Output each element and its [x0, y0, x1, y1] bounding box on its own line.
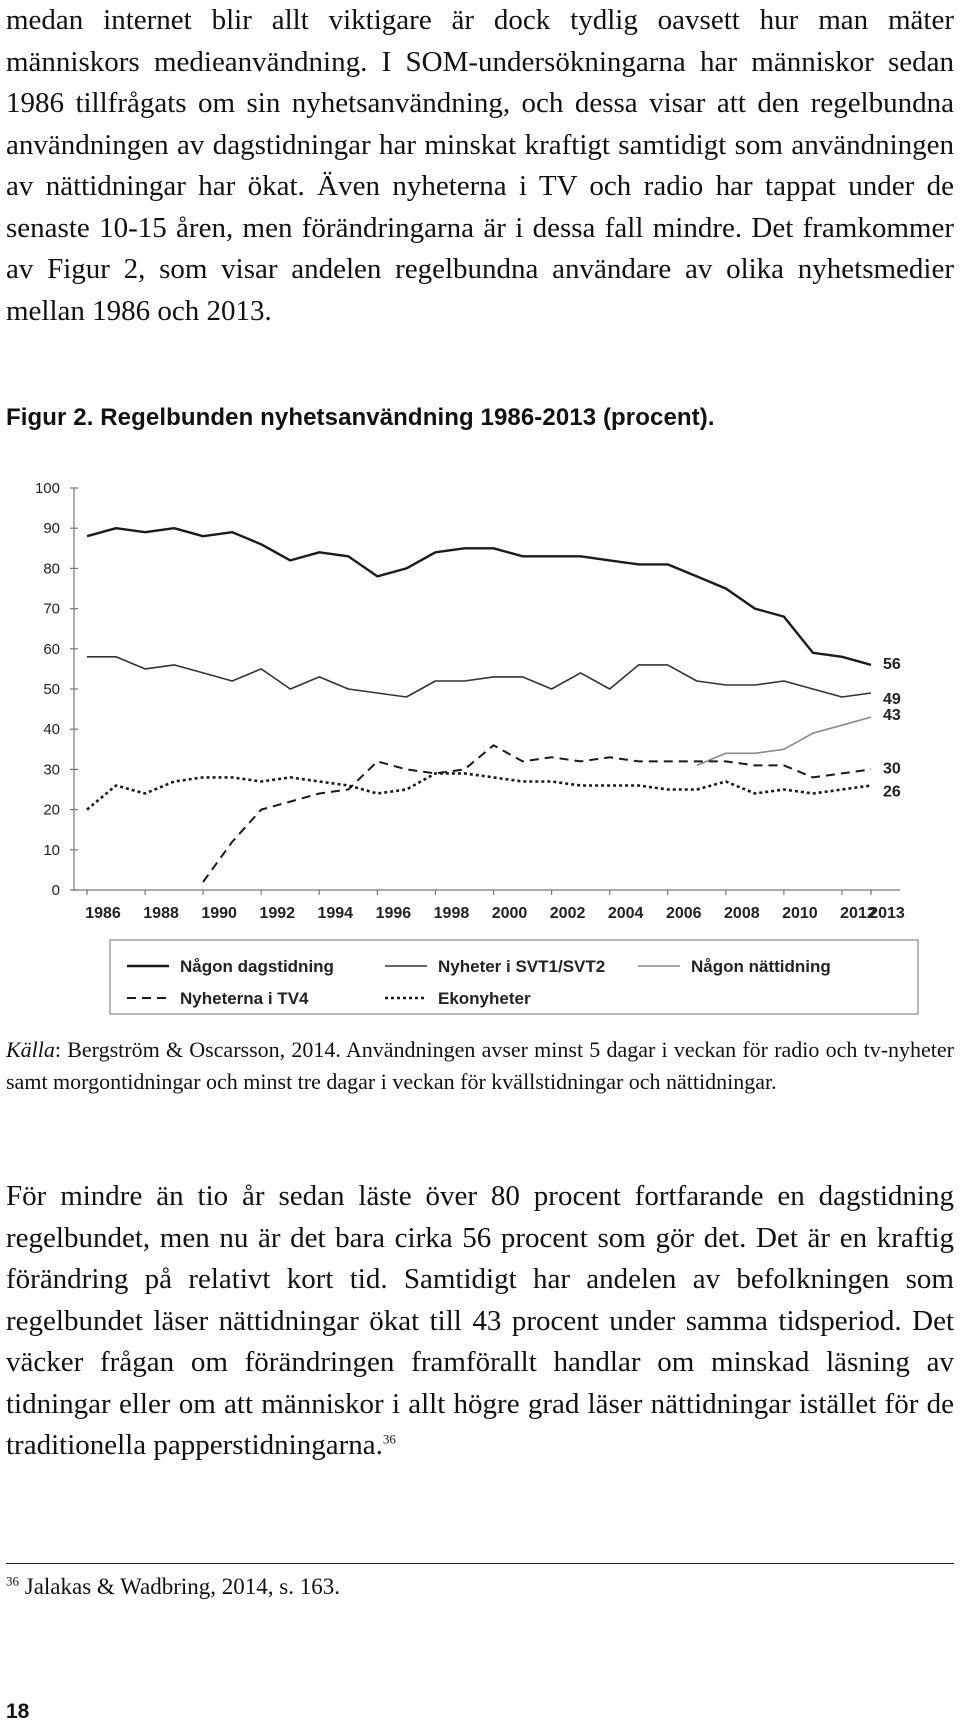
x-tick-label: 2013: [869, 905, 905, 922]
y-tick-label: 90: [43, 520, 60, 538]
x-tick-label: 1994: [317, 905, 354, 922]
footnote: [6, 1574, 340, 1600]
x-tick-label: 2012: [840, 905, 876, 922]
x-tick-label: 2006: [665, 905, 702, 922]
x-tick-label: 2008: [724, 905, 760, 922]
y-tick-label: 70: [43, 600, 60, 618]
x-tick-label: 1988: [143, 905, 179, 922]
x-tick-label: 2010: [782, 905, 818, 922]
x-tick-label: 1992: [259, 905, 296, 922]
line-chart: [0, 470, 960, 1018]
figure-title: Figur 2. Regelbunden nyhetsanvändning 1986-2013 (procent).: [6, 404, 715, 431]
chart-legend: [110, 940, 918, 1014]
chart-series: [87, 528, 871, 882]
legend-label: Någon nättidning: [691, 957, 831, 976]
footnote-number: 36: [6, 1573, 19, 1589]
figure-caption: [6, 1034, 954, 1098]
body-paragraph-2-text: För mindre än tio år sedan läste över 80 procent fortfarande en dagstidning regelbundet, men nu är det bara cirka 56 procent som gör det. Det är en kraftig förändring på relativt kort tid. Samtidigt har andelen av befolkningen som regelbundet läser nättidningar ökat till 43 procent under samma tidsperiod. Det väcker frågan om förändringen framförallt handlar om minskad läsning av tidningar eller om att människor i allt högre grad läser nättidningar istället för de traditionella papperstidningarna.: [6, 1180, 954, 1461]
series-line-5: [87, 773, 871, 809]
chart-end-labels: [883, 656, 901, 801]
series-line-1: [87, 528, 871, 665]
x-tick-label: 1990: [201, 905, 237, 922]
legend-label: Någon dagstidning: [180, 957, 334, 976]
series-line-2: [87, 657, 871, 697]
series-end-label: 49: [883, 691, 901, 709]
series-line-4: [203, 745, 871, 882]
y-tick-label: 100: [34, 480, 60, 497]
x-tick-label: 1996: [375, 905, 412, 922]
y-tick-label: 10: [43, 841, 60, 859]
series-end-label: 43: [883, 707, 901, 725]
series-end-label: 26: [883, 783, 901, 801]
page-number: 18: [6, 1700, 30, 1723]
legend-label: Nyheterna i TV4: [180, 989, 309, 1008]
footnote-text: Jalakas & Wadbring, 2014, s. 163.: [19, 1574, 340, 1599]
y-tick-label: 50: [43, 681, 60, 698]
caption-source-label: Källa: [6, 1037, 55, 1062]
x-tick-label: 2002: [549, 905, 586, 922]
x-tick-label: 2000: [491, 905, 528, 922]
x-tick-label: 1986: [85, 905, 121, 922]
footnote-divider: [6, 1563, 954, 1564]
series-line-3: [697, 717, 871, 765]
y-tick-label: 40: [43, 721, 60, 739]
x-tick-label: 1998: [433, 905, 470, 922]
y-tick-label: 20: [43, 801, 60, 819]
body-paragraph-2: [6, 1176, 954, 1467]
series-end-label: 30: [883, 760, 901, 778]
series-end-label: 56: [883, 655, 901, 673]
y-tick-label: 80: [43, 560, 60, 578]
x-tick-label: 2004: [607, 905, 644, 922]
y-tick-label: 60: [43, 640, 60, 658]
chart-axes: [35, 480, 905, 922]
legend-label: Nyheter i SVT1/SVT2: [438, 957, 606, 976]
footnote-reference[interactable]: 36: [382, 1431, 396, 1447]
caption-source-text: : Bergström & Oscarsson, 2014. Användningen avser minst 5 dagar i veckan för radio och tv-nyheter samt morgontidningar och minst tre dagar i veckan för kvällstidningar och nättidningar.: [6, 1037, 954, 1094]
y-tick-label: 0: [51, 882, 60, 899]
y-tick-label: 30: [43, 761, 60, 779]
body-paragraph-1: medan internet blir allt viktigare är dock tydlig oavsett hur man mäter människors medieanvändning. I SOM-undersökningarna har människor sedan 1986 tillfrågats om sin nyhetsanvändning, och dessa visar att den regelbundna användningen av dagstidningar har minskat kraftigt samtidigt som användningen av nättidningar har ökat. Även nyheterna i TV och radio har tappat under de senaste 10-15 åren, men förändringarna är i dessa fall mindre. Det framkommer av Figur 2, som visar andelen regelbundna användare av olika nyhetsmedier mellan 1986 och 2013.: [6, 4, 954, 327]
legend-label: Ekonyheter: [438, 989, 531, 1008]
